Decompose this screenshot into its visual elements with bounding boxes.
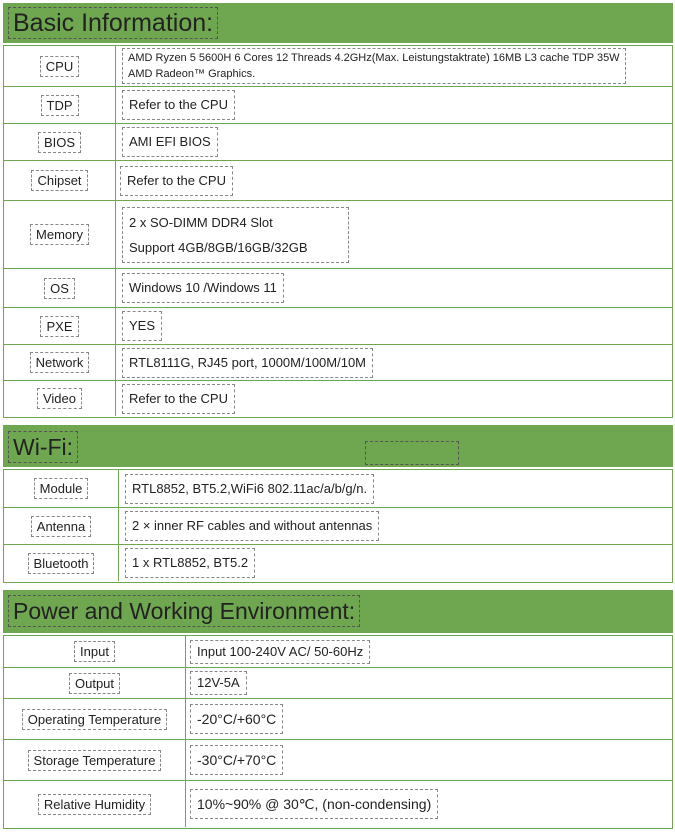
spec-label: CPU — [40, 56, 79, 77]
spec-row-bluetooth — [4, 545, 672, 581]
spec-row-input — [4, 636, 672, 668]
wifi-table — [3, 469, 673, 583]
power-section — [3, 590, 673, 831]
spec-label: PXE — [40, 316, 78, 337]
spec-value: Refer to the CPU — [120, 166, 233, 196]
spec-label: Module — [34, 478, 89, 499]
spec-row-tdp — [4, 87, 672, 124]
spec-row-network — [4, 345, 672, 381]
spec-value-cell — [116, 124, 672, 160]
spec-value: 10%~90% @ 30℃, (non-condensing) — [190, 789, 438, 819]
spec-value: AMI EFI BIOS — [122, 127, 218, 157]
spec-label-cell — [4, 201, 116, 268]
spec-label-cell — [4, 699, 186, 739]
spec-label: Relative Humidity — [38, 794, 151, 815]
spec-value: 1 x RTL8852, BT5.2 — [125, 548, 255, 578]
basic-information-table — [3, 45, 673, 418]
spec-label-cell — [4, 161, 116, 200]
spec-label: Operating Temperature — [22, 709, 167, 730]
spec-value — [122, 207, 349, 263]
spec-row-os — [4, 269, 672, 308]
spec-value-cell — [186, 781, 672, 827]
spec-value: -30°C/+70°C — [190, 745, 283, 775]
spec-label-cell — [4, 308, 116, 344]
spec-value-cell — [116, 87, 672, 123]
spec-label: Bluetooth — [28, 553, 95, 574]
spec-value-cell — [186, 740, 672, 780]
spec-label-cell — [4, 124, 116, 160]
spec-value — [122, 48, 626, 84]
spec-value-line: Support 4GB/8GB/16GB/32GB — [129, 239, 308, 255]
spec-value-line: 2 x SO-DIMM DDR4 Slot — [129, 214, 273, 230]
spec-label: Memory — [30, 224, 89, 245]
power-title: Power and Working Environment: — [8, 595, 360, 627]
spec-row-operating-temperature — [4, 699, 672, 740]
spec-value-cell — [119, 470, 672, 507]
spec-value: Windows 10 /Windows 11 — [122, 273, 284, 303]
spec-label: Storage Temperature — [28, 750, 162, 771]
spec-label-cell — [4, 46, 116, 86]
spec-row-bios — [4, 124, 672, 161]
spec-row-antenna — [4, 508, 672, 545]
spec-row-output — [4, 668, 672, 699]
wifi-header — [3, 425, 673, 467]
spec-value-cell — [119, 508, 672, 544]
spec-label: Input — [74, 641, 115, 662]
wifi-title: Wi-Fi: — [8, 431, 78, 463]
spec-label-cell — [4, 740, 186, 780]
spec-value: 12V-5A — [190, 671, 247, 695]
spec-value: YES — [122, 311, 162, 341]
spec-value: -20°C/+60°C — [190, 704, 283, 734]
spec-value-cell — [116, 269, 672, 307]
spec-label-cell — [4, 345, 116, 380]
spec-label-cell — [4, 781, 186, 827]
spec-value: RTL8852, BT5.2,WiFi6 802.11ac/a/b/g/n. — [125, 474, 374, 504]
basic-information-section — [3, 3, 673, 418]
spec-row-relative-humidity — [4, 781, 672, 827]
spec-label: TDP — [41, 95, 79, 116]
spec-label-cell — [4, 636, 186, 667]
spec-value-cell — [186, 699, 672, 739]
spec-value-cell — [116, 201, 672, 268]
spec-value: Refer to the CPU — [122, 384, 235, 414]
spec-value-cell — [186, 636, 672, 667]
spec-value-cell — [116, 345, 672, 380]
basic-information-header — [3, 3, 673, 43]
spec-label-cell — [4, 87, 116, 123]
power-table — [3, 635, 673, 829]
spec-label: Video — [37, 388, 82, 409]
basic-information-title: Basic Information: — [8, 7, 218, 39]
spec-value: Refer to the CPU — [122, 90, 235, 120]
spec-value-cell — [116, 308, 672, 344]
spec-label: Output — [69, 673, 120, 694]
spec-row-memory — [4, 201, 672, 269]
spec-label-cell — [4, 545, 119, 581]
spec-row-module — [4, 470, 672, 508]
spec-value-cell — [116, 381, 672, 416]
spec-row-cpu — [4, 46, 672, 87]
wifi-section — [3, 425, 673, 585]
spec-value-line: AMD Ryzen 5 5600H 6 Cores 12 Threads 4.2GHz(Max. Leistungstaktrate) 16MB L3 cache TDP 35W — [128, 52, 620, 64]
spec-value-line: AMD Radeon™ Graphics. — [128, 68, 256, 80]
spec-label-cell — [4, 508, 119, 544]
spec-label: Antenna — [31, 516, 91, 537]
spec-value-cell — [116, 161, 672, 200]
spec-label: BIOS — [38, 132, 81, 153]
power-header — [3, 590, 673, 633]
spec-label-cell — [4, 470, 119, 507]
spec-value: 2 × inner RF cables and without antennas — [125, 511, 379, 541]
spec-label-cell — [4, 381, 116, 416]
spec-row-chipset — [4, 161, 672, 201]
spec-label-cell — [4, 668, 186, 698]
spec-value-cell — [119, 545, 672, 581]
spec-value-cell — [116, 46, 672, 86]
spec-value: Input 100-240V AC/ 50-60Hz — [190, 640, 370, 664]
spec-label: OS — [44, 278, 75, 299]
decorative-dashed-box — [365, 441, 459, 465]
spec-label-cell — [4, 269, 116, 307]
spec-row-pxe — [4, 308, 672, 345]
spec-label: Chipset — [31, 170, 87, 191]
spec-row-storage-temperature — [4, 740, 672, 781]
spec-value: RTL8111G, RJ45 port, 1000M/100M/10M — [122, 348, 373, 378]
spec-row-video — [4, 381, 672, 416]
spec-label: Network — [30, 352, 90, 373]
spec-value-cell — [186, 668, 672, 698]
